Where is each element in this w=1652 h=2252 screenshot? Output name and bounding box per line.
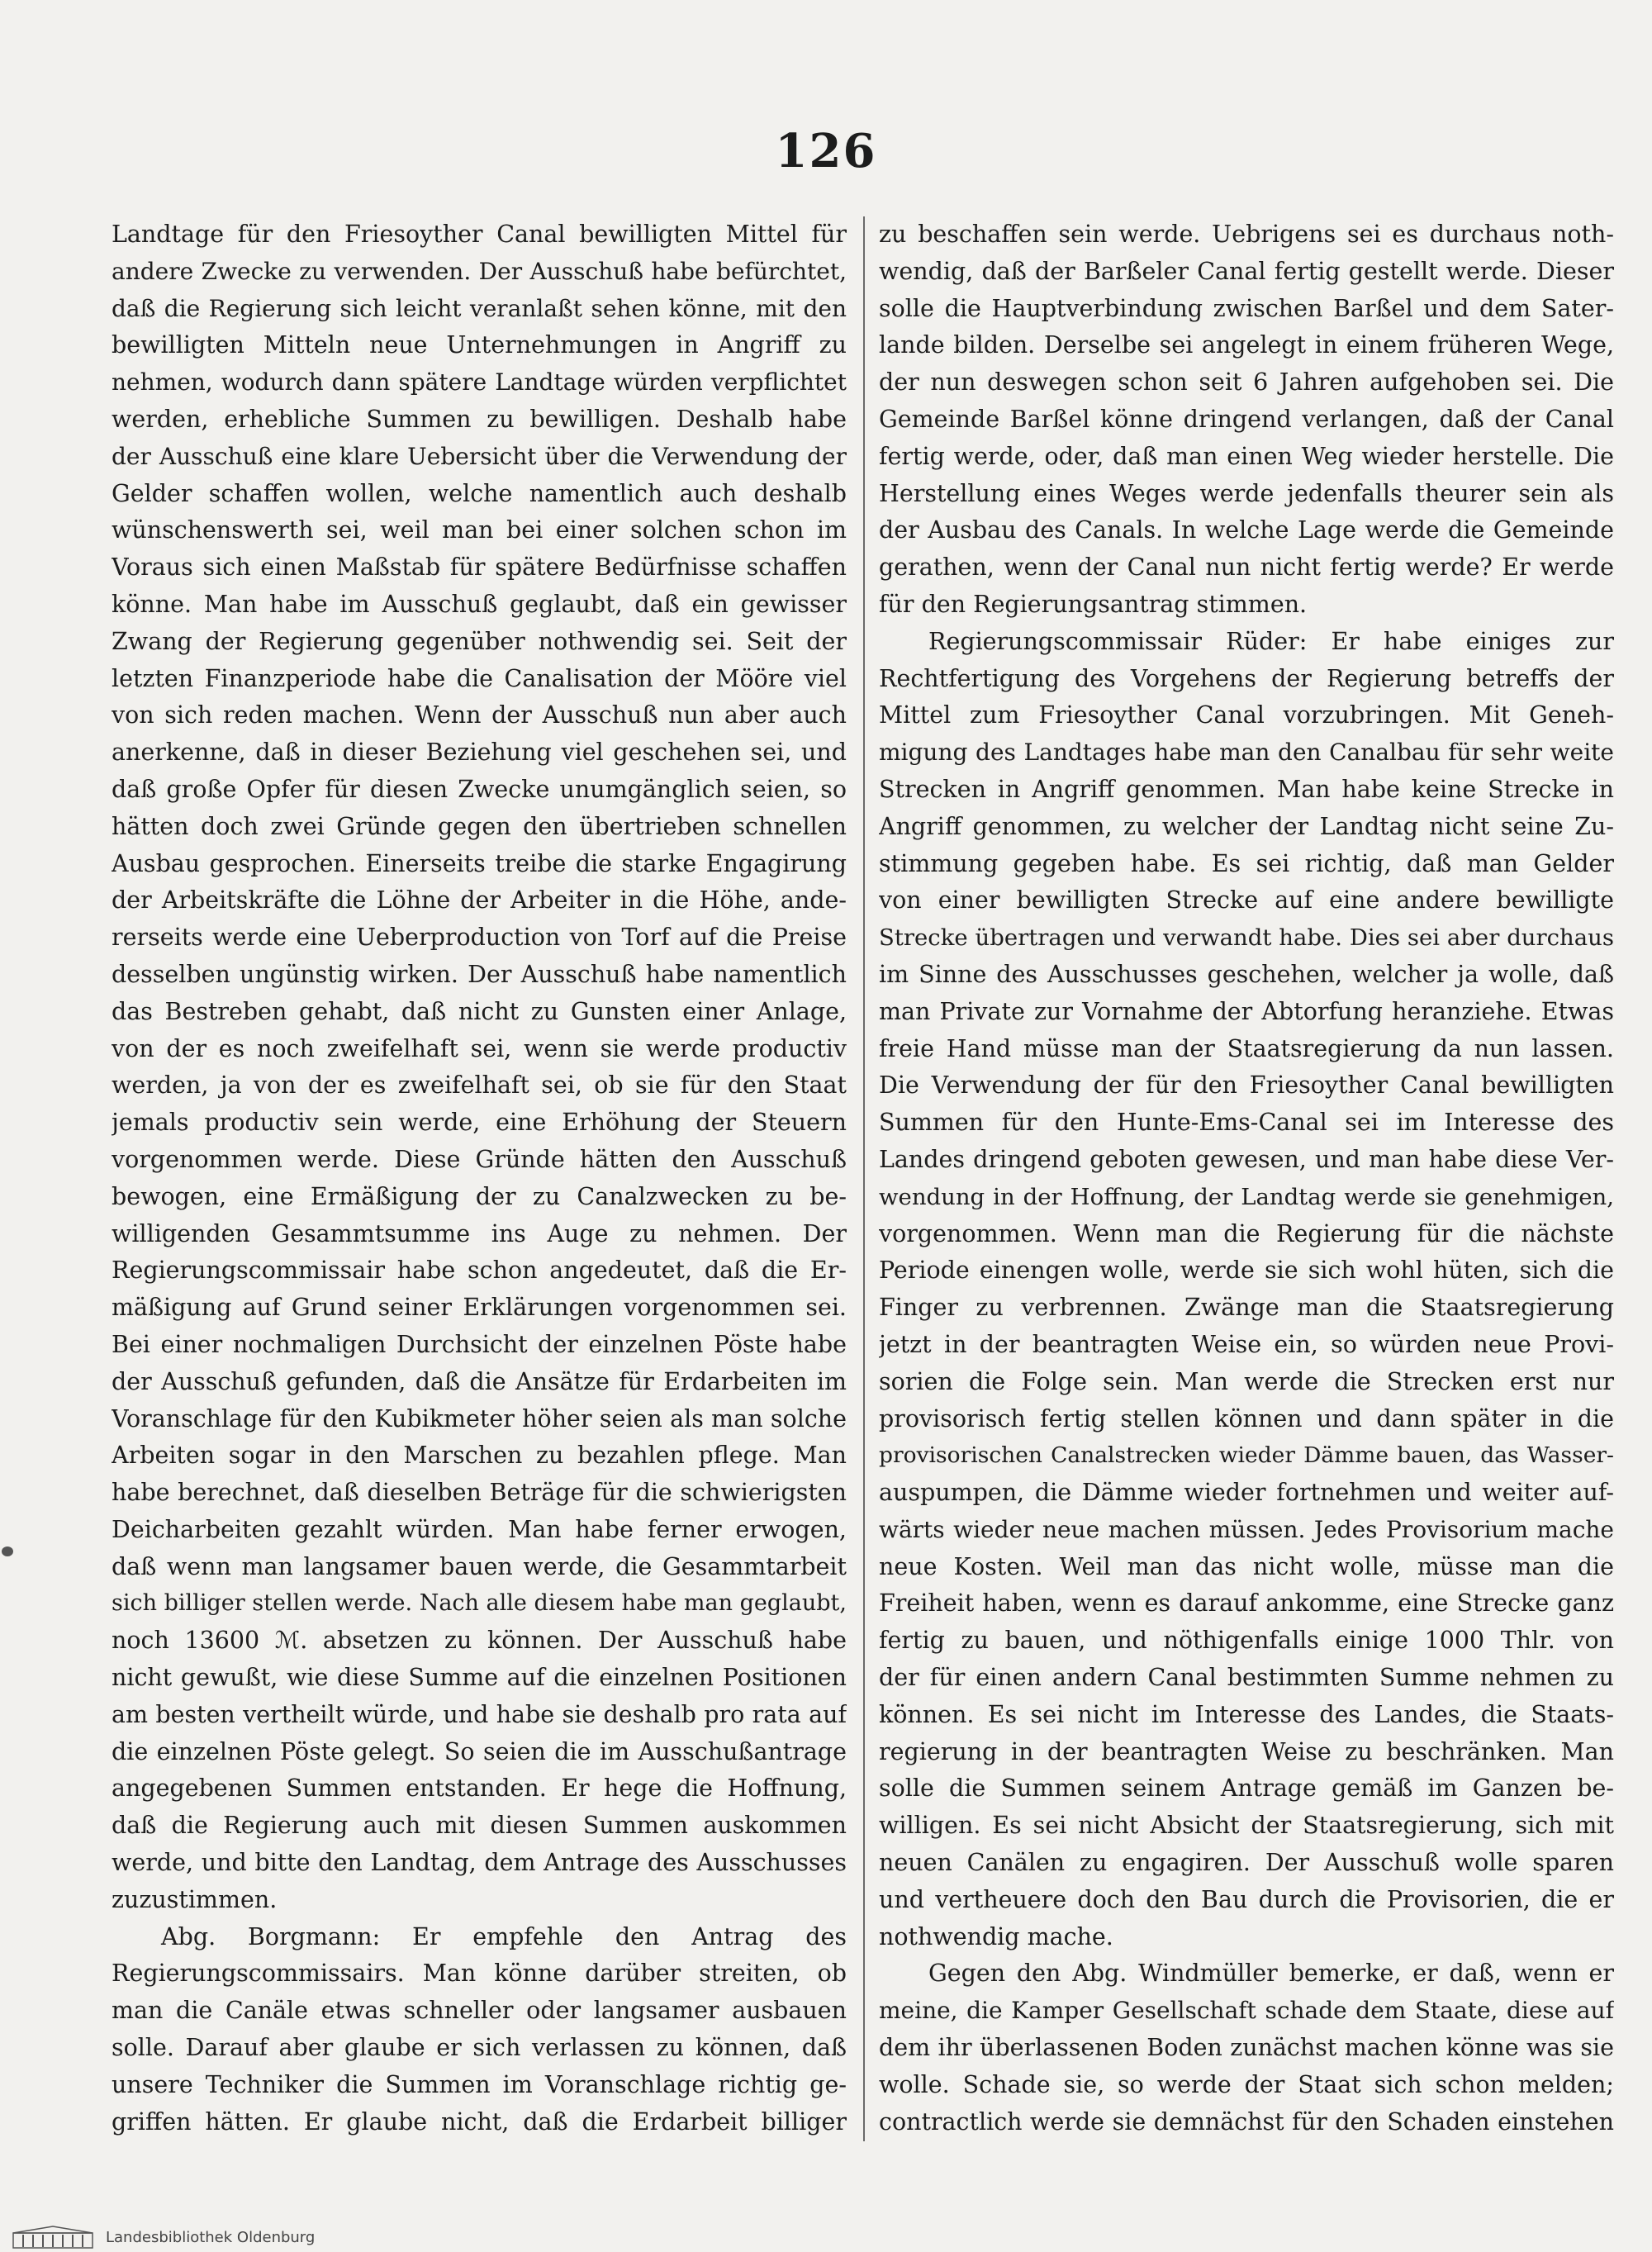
text-line: daß große Opfer für diesen Zwecke unumgänglich seien, so	[112, 775, 847, 803]
text-line: Ausbau gesprochen. Einerseits treibe die starke Engagirung	[112, 849, 847, 877]
text-line: andere Zwecke zu verwenden. Der Ausschuß habe befürchtet,	[112, 257, 847, 285]
scan-speck	[2, 1546, 13, 1556]
text-line: neue Kosten. Weil man das nicht wolle, müsse man die	[879, 1552, 1614, 1580]
text-line: im Sinne des Ausschusses geschehen, welcher ja wolle, daß	[879, 960, 1614, 988]
text-line: Abg. Borgmann: Er empfehle den Antrag des	[161, 1922, 847, 1950]
library-building-logo-icon	[12, 2225, 94, 2250]
text-line: nehmen, wodurch dann spätere Landtage würden verpflichtet	[112, 368, 847, 397]
text-line: der Ausschuß gefunden, daß die Ansätze für Erdarbeiten im	[112, 1367, 847, 1395]
text-line: die einzelnen Pöste gelegt. So seien die im Ausschußantrage	[112, 1737, 847, 1765]
page-number: 126	[775, 124, 877, 178]
text-line: zu beschaffen sein werde. Uebrigens sei es durchaus noth-	[879, 221, 1614, 248]
text-line: rerseits werde eine Ueberproduction von Torf auf die Preise	[112, 924, 847, 952]
text-line: daß die Regierung sich leicht veranlaßt sehen könne, mit den	[112, 294, 847, 322]
text-line: Die Verwendung der für den Friesoyther Canal bewilligten	[879, 1071, 1614, 1100]
text-line: Zwang der Regierung gegenüber nothwendig sei. Seit der	[112, 627, 847, 655]
text-line: migung des Landtages habe man den Canalbau für sehr weite	[879, 739, 1614, 767]
text-line: fertig zu bauen, und nöthigenfalls einige 1000 Thlr. von	[879, 1627, 1614, 1655]
text-line: meine, die Kamper Gesellschaft schade dem Staate, diese auf	[879, 1997, 1614, 2025]
text-line: contractlich werde sie demnächst für den Schaden einstehen	[879, 2107, 1614, 2136]
text-line: Regierungscommissairs. Man könne darüber streiten, ob	[112, 1960, 847, 1988]
text-line: neuen Canälen zu engagiren. Der Ausschuß wolle sparen	[879, 1849, 1614, 1877]
text-line: Gemeinde Barßel könne dringend verlangen, daß der Canal	[879, 405, 1614, 433]
text-line: unsere Techniker die Summen im Voranschlage richtig ge-	[112, 2070, 847, 2098]
footer	[0, 2222, 441, 2252]
text-line: Strecken in Angriff genommen. Man habe keine Strecke in	[879, 775, 1614, 803]
text-line: noch 13600 ℳ. absetzen zu können. Der Ausschuß habe	[112, 1627, 847, 1655]
text-line: der Arbeitskräfte die Löhne der Arbeiter in die Höhe, ande-	[112, 886, 847, 915]
text-line: bewogen, eine Ermäßigung der zu Canalzwecken zu be-	[112, 1182, 847, 1210]
text-line: der Ausschuß eine klare Uebersicht über die Verwendung der	[112, 442, 847, 470]
text-line: solle die Hauptverbindung zwischen Barßel und dem Sater-	[879, 294, 1614, 322]
text-line: Arbeiten sogar in den Marschen zu bezahlen pflege. Man	[112, 1442, 847, 1470]
text-line: Gegen den Abg. Windmüller bemerke, er daß, wenn er	[928, 1960, 1614, 1988]
left-column	[112, 216, 847, 2140]
text-line: dem ihr überlassenen Boden zunächst machen könne was sie	[879, 2034, 1614, 2062]
text-line: regierung in der beantragten Weise zu beschränken. Man	[879, 1737, 1614, 1765]
text-line: können. Es sei nicht im Interesse des Landes, die Staats-	[879, 1700, 1614, 1728]
text-line: daß wenn man langsamer bauen werde, die Gesammtarbeit	[112, 1552, 847, 1580]
text-line: von einer bewilligten Strecke auf eine andere bewilligte	[879, 886, 1614, 915]
text-line: Strecke übertragen und verwandt habe. Dies sei aber durchaus	[879, 924, 1614, 952]
text-line: provisorisch fertig stellen können und dann später in die	[879, 1404, 1614, 1432]
column-divider	[863, 216, 865, 2141]
text-line: man die Canäle etwas schneller oder langsamer ausbauen	[112, 1997, 847, 2025]
text-line: der nun deswegen schon seit 6 Jahren aufgehoben sei. Die	[879, 368, 1614, 397]
text-line: Bei einer nochmaligen Durchsicht der einzelnen Pöste habe	[112, 1330, 847, 1358]
text-line: könne. Man habe im Ausschuß geglaubt, daß ein gewisser	[112, 590, 847, 618]
text-line: werden, erhebliche Summen zu bewilligen. Deshalb habe	[112, 405, 847, 433]
text-line: Voranschlage für den Kubikmeter höher seien als man solche	[112, 1404, 847, 1432]
text-line: angegebenen Summen entstanden. Er hege die Hoffnung,	[112, 1775, 847, 1803]
text-line: habe berechnet, daß dieselben Beträge für die schwierigsten	[112, 1479, 847, 1507]
text-line: freie Hand müsse man der Staatsregierung da nun lassen.	[879, 1034, 1614, 1062]
text-line: Regierungscommissair Rüder: Er habe einiges zur	[928, 627, 1614, 655]
text-line: nicht gewußt, wie diese Summe auf die einzelnen Positionen	[112, 1664, 847, 1692]
text-line: werden, ja von der es zweifelhaft sei, ob sie für den Staat	[112, 1071, 847, 1100]
text-line: sich billiger stellen werde. Nach alle diesem habe man geglaubt,	[112, 1590, 847, 1617]
text-line: Freiheit haben, wenn es darauf ankomme, eine Strecke ganz	[879, 1589, 1614, 1618]
text-line: mäßigung auf Grund seiner Erklärungen vorgenommen sei.	[112, 1294, 847, 1322]
text-line: der für einen andern Canal bestimmten Summe nehmen zu	[879, 1664, 1614, 1692]
text-line: provisorischen Canalstrecken wieder Dämme bauen, das Wasser-	[879, 1442, 1614, 1469]
text-line: willigen. Es sei nicht Absicht der Staatsregierung, sich mit	[879, 1812, 1614, 1840]
text-line: Mittel zum Friesoyther Canal vorzubringen. Mit Geneh-	[879, 701, 1614, 729]
text-line: Voraus sich einen Maßstab für spätere Bedürfnisse schaffen	[112, 553, 847, 582]
text-line: man Private zur Vornahme der Abtorfung heranziehe. Etwas	[879, 997, 1614, 1025]
text-line: zuzustimmen.	[112, 1885, 278, 1913]
text-line: jetzt in der beantragten Weise ein, so würden neue Provi-	[879, 1330, 1614, 1358]
text-line: daß die Regierung auch mit diesen Summen auskommen	[112, 1812, 847, 1840]
text-line: desselben ungünstig wirken. Der Ausschuß habe namentlich	[112, 960, 847, 988]
text-line: jemals productiv sein werde, eine Erhöhung der Steuern	[112, 1109, 847, 1137]
text-line: sorien die Folge sein. Man werde die Strecken erst nur	[879, 1367, 1614, 1395]
text-line: wendung in der Hoffnung, der Landtag werde sie genehmigen,	[879, 1183, 1614, 1210]
text-line: solle die Summen seinem Antrage gemäß im Ganzen be-	[879, 1775, 1614, 1803]
text-line: willigenden Gesammtsumme ins Auge zu nehmen. Der	[112, 1219, 847, 1247]
text-line: stimmung gegeben habe. Es sei richtig, daß man Gelder	[879, 849, 1614, 877]
text-line: Landes dringend geboten gewesen, und man habe diese Ver-	[879, 1145, 1614, 1173]
text-line: anerkenne, daß in dieser Beziehung viel geschehen sei, und	[112, 739, 847, 767]
text-line: Gelder schaffen wollen, welche namentlich auch deshalb	[112, 479, 847, 507]
text-line: Finger zu verbrennen. Zwänge man die Staatsregierung	[879, 1294, 1614, 1322]
text-line: wolle. Schade sie, so werde der Staat sich schon melden;	[879, 2070, 1614, 2098]
right-column	[879, 216, 1614, 2140]
text-line: Deicharbeiten gezahlt würden. Man habe ferner erwogen,	[112, 1515, 847, 1543]
text-line: Herstellung eines Weges werde jedenfalls theurer sein als	[879, 479, 1614, 507]
text-line: das Bestreben gehabt, daß nicht zu Gunsten einer Anlage,	[112, 997, 847, 1025]
text-line: griffen hätten. Er glaube nicht, daß die Erdarbeit billiger	[112, 2107, 847, 2136]
text-line: bewilligten Mitteln neue Unternehmungen in Angriff zu	[112, 331, 847, 359]
text-line: letzten Finanzperiode habe die Canalisation der Mööre viel	[112, 664, 847, 692]
text-line: Angriff genommen, zu welcher der Landtag nicht seine Zu-	[879, 812, 1614, 840]
text-line: Summen für den Hunte-Ems-Canal sei im Interesse des	[879, 1109, 1614, 1137]
text-line: der Ausbau des Canals. In welche Lage werde die Gemeinde	[879, 516, 1614, 544]
text-line: auspumpen, die Dämme wieder fortnehmen und weiter auf-	[879, 1479, 1614, 1507]
text-line: Regierungscommissair habe schon angedeutet, daß die Er-	[112, 1257, 847, 1285]
text-line: für den Regierungsantrag stimmen.	[879, 590, 1308, 618]
text-line: fertig werde, oder, daß man einen Weg wieder herstelle. Die	[879, 442, 1614, 470]
text-line: von der es noch zweifelhaft sei, wenn sie werde productiv	[112, 1034, 847, 1062]
text-line: Landtage für den Friesoyther Canal bewilligten Mittel für	[112, 221, 847, 248]
text-line: werde, und bitte den Landtag, dem Antrage des Ausschusses	[112, 1849, 847, 1877]
text-line: und vertheuere doch den Bau durch die Provisorien, die er	[879, 1885, 1614, 1913]
text-line: vorgenommen werde. Diese Gründe hätten den Ausschuß	[112, 1145, 847, 1173]
text-line: lande bilden. Derselbe sei angelegt in einem früheren Wege,	[879, 331, 1614, 359]
text-line: hätten doch zwei Gründe gegen den übertrieben schnellen	[112, 812, 847, 840]
text-line: gerathen, wenn der Canal nun nicht fertig werde? Er werde	[879, 553, 1614, 582]
text-line: wünschenswerth sei, weil man bei einer solchen schon im	[112, 516, 847, 544]
text-line: wärts wieder neue machen müssen. Jedes Provisorium mache	[879, 1515, 1614, 1543]
text-line: vorgenommen. Wenn man die Regierung für die nächste	[879, 1219, 1614, 1247]
text-line: solle. Darauf aber glaube er sich verlassen zu können, daß	[112, 2034, 847, 2062]
text-line: am besten vertheilt würde, und habe sie deshalb pro rata auf	[112, 1700, 847, 1728]
text-line: Periode einengen wolle, werde sie sich wohl hüten, sich die	[879, 1257, 1614, 1285]
text-line: von sich reden machen. Wenn der Ausschuß nun aber auch	[112, 701, 847, 729]
text-line: wendig, daß der Barßeler Canal fertig gestellt werde. Dieser	[879, 257, 1614, 285]
text-line: Rechtfertigung des Vorgehens der Regierung betreffs der	[879, 664, 1614, 692]
text-line: nothwendig mache.	[879, 1922, 1113, 1950]
library-name: Landesbibliothek Oldenburg	[106, 2228, 316, 2246]
